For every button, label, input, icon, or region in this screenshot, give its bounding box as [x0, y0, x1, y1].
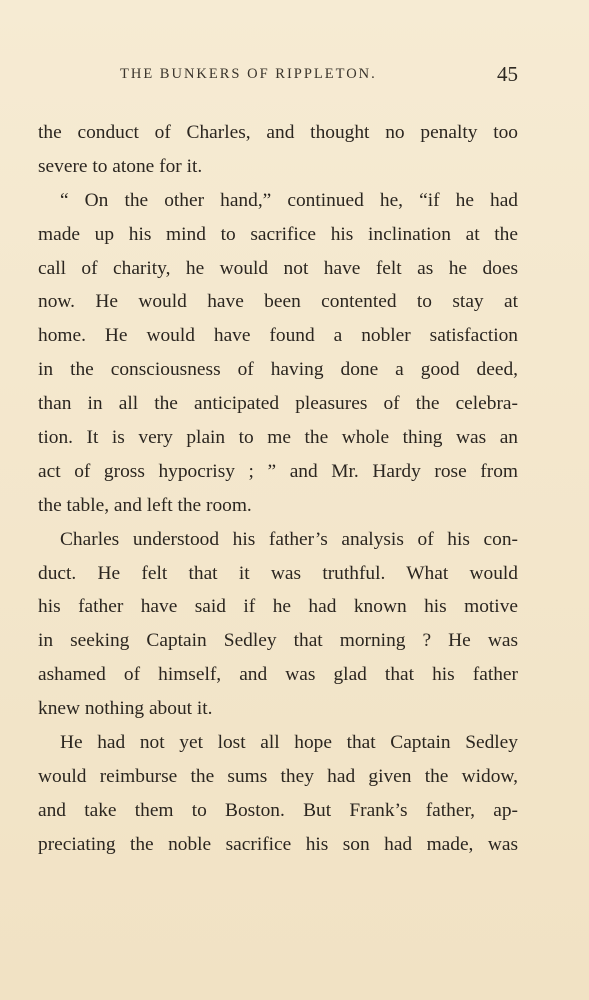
text-line: call of charity, he would not have felt as he does — [38, 257, 518, 279]
text-line: in the consciousness of having done a good deed, — [38, 359, 518, 381]
text-line: “ On the other hand,” continued he, “if he had — [60, 189, 518, 211]
text-line: He had not yet lost all hope that Captain Sedley — [60, 732, 518, 754]
text-line: in seeking Captain Sedley that morning ? He was — [38, 630, 518, 652]
text-line: the conduct of Charles, and thought no penalty too — [38, 122, 518, 143]
text-line: and take them to Boston. But Frank’s father, ap- — [38, 799, 518, 821]
page-number: 45 — [497, 62, 518, 86]
body-text — [38, 116, 518, 862]
text-line: than in all the anticipated pleasures of the celebra- — [38, 393, 518, 415]
text-line: preciating the noble sacrifice his son had made, was — [38, 833, 518, 855]
text-line: act of gross hypocrisy ; ” and Mr. Hardy rose from — [38, 460, 518, 482]
text-line: knew nothing about it. — [38, 698, 213, 720]
text-line: tion. It is very plain to me the whole thing was an — [38, 427, 518, 449]
text-line: made up his mind to sacrifice his inclination at the — [38, 223, 518, 245]
text-line: severe to atone for it. — [38, 155, 203, 177]
text-line: his father have said if he had known his motive — [38, 596, 518, 618]
running-head — [38, 62, 518, 86]
text-line: ashamed of himself, and was glad that his father — [38, 664, 518, 686]
running-title: THE BUNKERS OF RIPPLETON. — [120, 66, 377, 82]
text-line: home. He would have found a nobler satisfaction — [38, 325, 518, 347]
text-line: the table, and left the room. — [38, 494, 252, 516]
text-line: Charles understood his father’s analysis of his con- — [60, 528, 518, 550]
text-line: would reimburse the sums they had given the widow, — [38, 765, 518, 787]
text-line: now. He would have been contented to stay at — [38, 291, 518, 313]
text-line: duct. He felt that it was truthful. What would — [38, 562, 518, 584]
